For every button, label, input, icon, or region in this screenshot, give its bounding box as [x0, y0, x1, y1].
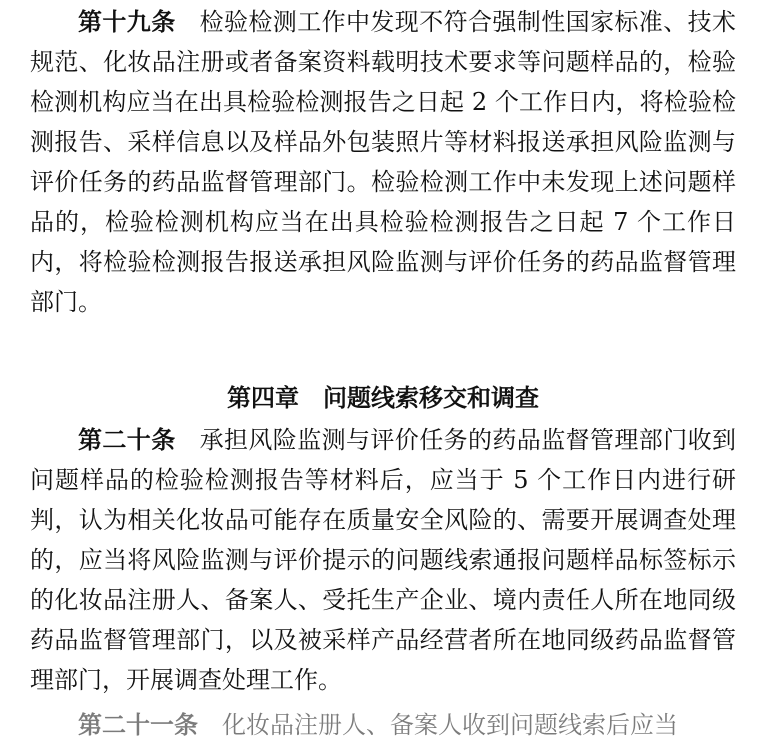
article-21-text: 化妆品注册人、备案人收到问题线索后应当 [222, 711, 678, 739]
article-20-text: 承担风险监测与评价任务的药品监督管理部门收到问题样品的检验检测报告等材料后，应当于 5 个工作日内进行研判，认为相关化妆品可能存在质量安全风险的、需要开展调查处理的，应当将风险监测与评价提示的问题线索通报问题样品标签标示的化妆品注册人、备案人、受托生产企业、境内责任人所在地同级药品监督管理部门，以及被采样产品经营者所在地同级药品监督管理部门，开展调查处理工作。 [30, 426, 737, 694]
article-19-text: 检验检测工作中发现不符合强制性国家标准、技术规范、化妆品注册或者备案资料载明技术要求等问题样品的，检验检测机构应当在出具检验检测报告之日起 2 个工作日内，将检验检测报告、采样信息以及样品外包装照片等材料报送承担风险监测与评价任务的药品监督管理部门。检验检测工作中未发现上述问题样品的，检验检测机构应当在出具检验检测报告之日起 7 个工作日内，将检验检测报告报送承担风险监测与评价任务的药品监督管理部门。 [30, 8, 737, 316]
chapter-heading [30, 378, 736, 418]
article-19 [30, 2, 736, 322]
article-21-partial [30, 705, 736, 739]
article-21-label: 第二十一条 [78, 711, 198, 739]
chapter-number: 第四章 [227, 384, 299, 412]
article-20-label: 第二十条 [78, 426, 176, 454]
article-19-label: 第十九条 [78, 8, 176, 36]
article-20 [30, 420, 736, 700]
chapter-title: 问题线索移交和调查 [323, 384, 539, 412]
